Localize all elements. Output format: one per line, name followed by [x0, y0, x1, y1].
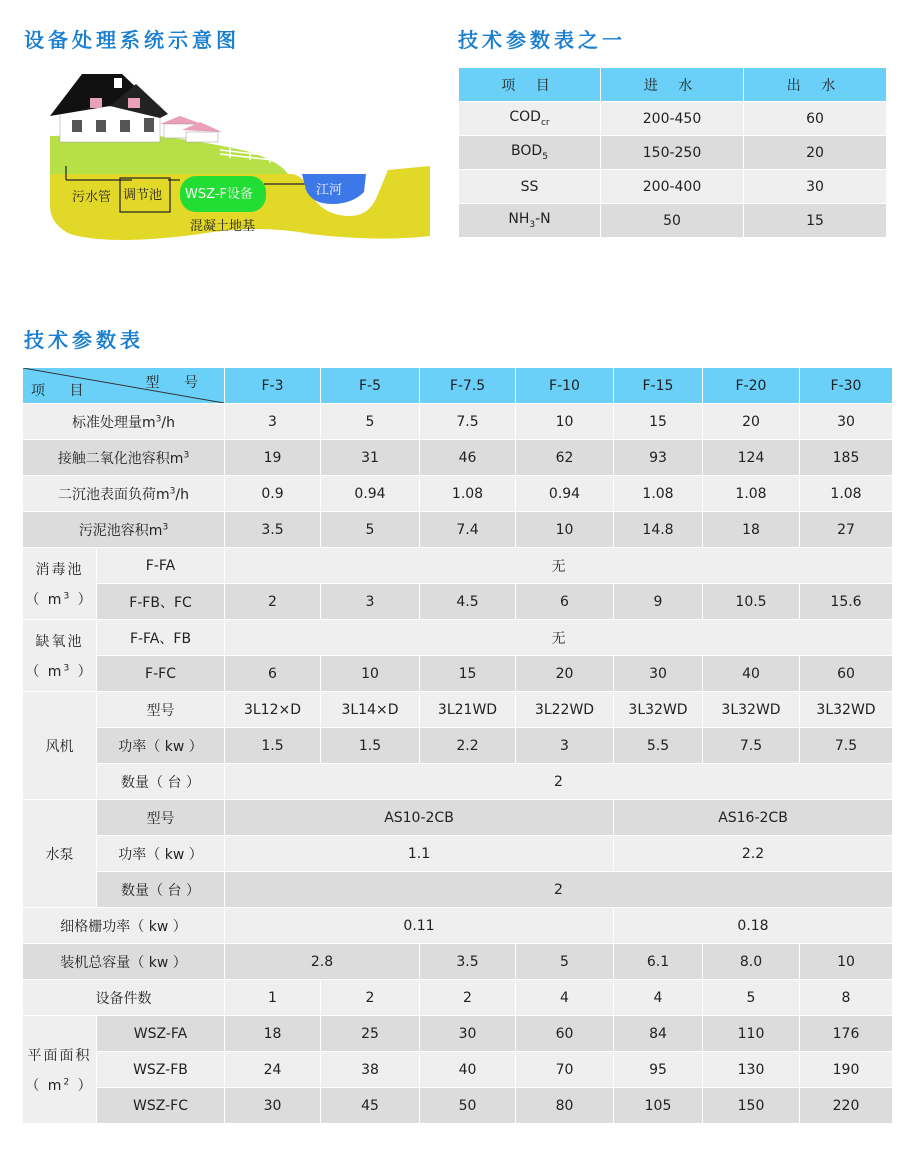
- value-cell: 15.6: [800, 584, 893, 620]
- value-cell: 3L22WD: [516, 692, 614, 728]
- value-cell: 38: [321, 1052, 420, 1088]
- value-cell: 3L32WD: [800, 692, 893, 728]
- value-cell: 46: [420, 440, 516, 476]
- model-header: F-15: [614, 368, 703, 404]
- house: [50, 74, 222, 142]
- row-screen-power: [23, 908, 893, 944]
- value-cell: 18: [225, 1016, 321, 1052]
- item-cell: SS: [459, 170, 601, 204]
- label-concrete-base: 混凝土地基: [190, 219, 256, 234]
- value-cell: 1: [225, 980, 321, 1016]
- header-row: [23, 368, 893, 404]
- row-pump-power: [23, 836, 893, 872]
- params-table-title: 技术参数表: [24, 328, 144, 352]
- value-cell: 1.08: [800, 476, 893, 512]
- value-cell: 2.8: [225, 944, 420, 980]
- value-cell: 2: [321, 980, 420, 1016]
- outflow-cell: 15: [744, 204, 887, 238]
- value-cell: 7.5: [703, 728, 800, 764]
- row-equipment-count: [23, 980, 893, 1016]
- sub-label: 型号: [97, 800, 225, 836]
- value-cell: 20: [516, 656, 614, 692]
- value-cell: 93: [614, 440, 703, 476]
- value-cell: 0.94: [321, 476, 420, 512]
- row-area-fc: [23, 1088, 893, 1124]
- table-row: [459, 204, 887, 238]
- value-cell: 2: [225, 584, 321, 620]
- value-cell: 10.5: [703, 584, 800, 620]
- value-cell: 5: [321, 404, 420, 440]
- value-cell: 1.08: [420, 476, 516, 512]
- label-river: 江河: [316, 183, 343, 198]
- row-contact-tank: [23, 440, 893, 476]
- value-cell: 7.5: [800, 728, 893, 764]
- value-cell: 30: [614, 656, 703, 692]
- params-table: [22, 367, 893, 1124]
- row-label: 设备件数: [23, 980, 225, 1016]
- value-cell: 4.5: [420, 584, 516, 620]
- value-cell: 40: [703, 656, 800, 692]
- table-row: [459, 136, 887, 170]
- header-inflow: 进 水: [601, 68, 744, 102]
- row-label: 装机总容量（ kw ）: [23, 944, 225, 980]
- row-capacity: [23, 404, 893, 440]
- value-cell: 0.9: [225, 476, 321, 512]
- value-cell: 9: [614, 584, 703, 620]
- sub-label: 功率（ kw ）: [97, 836, 225, 872]
- value-cell: 60: [516, 1016, 614, 1052]
- group-label-anoxic: 缺氧池 （ $m^3$ ）: [23, 620, 97, 692]
- value-cell: 0.18: [614, 908, 893, 944]
- value-cell: 60: [800, 656, 893, 692]
- value-cell: 220: [800, 1088, 893, 1124]
- value-cell: 5: [321, 512, 420, 548]
- model-header: F-7.5: [420, 368, 516, 404]
- value-cell: 1.08: [703, 476, 800, 512]
- value-cell: 2.2: [420, 728, 516, 764]
- value-cell: 0.11: [225, 908, 614, 944]
- group-label-disinfect: 消毒池 （ $m^3$ ）: [23, 548, 97, 620]
- value-cell: 5.5: [614, 728, 703, 764]
- value-cell: 70: [516, 1052, 614, 1088]
- params-table-1: [458, 67, 887, 238]
- value-cell: 3: [321, 584, 420, 620]
- inflow-cell: 200-450: [601, 102, 744, 136]
- value-cell: 2: [420, 980, 516, 1016]
- value-cell: 45: [321, 1088, 420, 1124]
- outflow-cell: 30: [744, 170, 887, 204]
- item-cell: $NH_3-N$: [459, 204, 601, 238]
- value-cell: 31: [321, 440, 420, 476]
- row-sludge-tank: [23, 512, 893, 548]
- row-label: 污泥池容积$m^3$: [23, 512, 225, 548]
- value-cell: 3.5: [225, 512, 321, 548]
- value-cell: 50: [420, 1088, 516, 1124]
- value-cell: 3: [225, 404, 321, 440]
- value-cell: 7.5: [420, 404, 516, 440]
- value-cell: 150: [703, 1088, 800, 1124]
- value-cell: 6: [225, 656, 321, 692]
- header-item: 项 目: [31, 383, 94, 399]
- row-label: 二沉池表面负荷$m^3/h$: [23, 476, 225, 512]
- value-cell: 1.5: [321, 728, 420, 764]
- model-header: F-20: [703, 368, 800, 404]
- row-anoxic-fa-fb: [23, 620, 893, 656]
- value-cell: 5: [516, 944, 614, 980]
- sub-label: 数量（ 台 ）: [97, 872, 225, 908]
- value-cell: 0.94: [516, 476, 614, 512]
- item-cell: $BOD_5$: [459, 136, 601, 170]
- table-row: [459, 102, 887, 136]
- value-cell: 8.0: [703, 944, 800, 980]
- row-settling-load: [23, 476, 893, 512]
- value-cell: 10: [321, 656, 420, 692]
- value-cell: 3L12×D: [225, 692, 321, 728]
- row-pump-model: [23, 800, 893, 836]
- row-pump-qty: [23, 872, 893, 908]
- value-cell: 2.2: [614, 836, 893, 872]
- model-header: F-30: [800, 368, 893, 404]
- value-cell: 6: [516, 584, 614, 620]
- value-cell: 110: [703, 1016, 800, 1052]
- inflow-cell: 150-250: [601, 136, 744, 170]
- value-cell: 6.1: [614, 944, 703, 980]
- value-cell: 无: [225, 620, 893, 656]
- model-header: F-3: [225, 368, 321, 404]
- sub-label: 功率（ kw ）: [97, 728, 225, 764]
- value-cell: 3L14×D: [321, 692, 420, 728]
- value-cell: 10: [516, 404, 614, 440]
- value-cell: 4: [516, 980, 614, 1016]
- value-cell: 7.4: [420, 512, 516, 548]
- row-label: 标准处理量$m^3/h$: [23, 404, 225, 440]
- header-outflow: 出 水: [744, 68, 887, 102]
- sub-label: 数量（ 台 ）: [97, 764, 225, 800]
- row-disinfect-fb-fc: [23, 584, 893, 620]
- value-cell: 25: [321, 1016, 420, 1052]
- value-cell: 19: [225, 440, 321, 476]
- sub-label: F-FA、FB: [97, 620, 225, 656]
- label-device: WSZ-F设备: [185, 187, 253, 202]
- value-cell: 124: [703, 440, 800, 476]
- value-cell: 130: [703, 1052, 800, 1088]
- value-cell: 3L32WD: [614, 692, 703, 728]
- value-cell: 84: [614, 1016, 703, 1052]
- value-cell: 8: [800, 980, 893, 1016]
- value-cell: 1.1: [225, 836, 614, 872]
- value-cell: 4: [614, 980, 703, 1016]
- row-area-fa: [23, 1016, 893, 1052]
- value-cell: 105: [614, 1088, 703, 1124]
- row-blower-power: [23, 728, 893, 764]
- value-cell: 3L21WD: [420, 692, 516, 728]
- model-header: F-10: [516, 368, 614, 404]
- value-cell: 3: [516, 728, 614, 764]
- sub-label: F-FB、FC: [97, 584, 225, 620]
- row-installed-capacity: [23, 944, 893, 980]
- row-blower-qty: [23, 764, 893, 800]
- value-cell: 10: [516, 512, 614, 548]
- treatment-system-diagram: [50, 66, 430, 252]
- value-cell: 2: [225, 872, 893, 908]
- group-label-pump: 水泵: [23, 800, 97, 908]
- outflow-cell: 60: [744, 102, 887, 136]
- value-cell: 176: [800, 1016, 893, 1052]
- value-cell: 无: [225, 548, 893, 584]
- value-cell: 3L32WD: [703, 692, 800, 728]
- sub-label: WSZ-FA: [97, 1016, 225, 1052]
- value-cell: 30: [420, 1016, 516, 1052]
- inflow-cell: 50: [601, 204, 744, 238]
- value-cell: 40: [420, 1052, 516, 1088]
- value-cell: 15: [614, 404, 703, 440]
- value-cell: AS16-2CB: [614, 800, 893, 836]
- outflow-cell: 20: [744, 136, 887, 170]
- table-row: [459, 170, 887, 204]
- value-cell: 10: [800, 944, 893, 980]
- value-cell: 95: [614, 1052, 703, 1088]
- value-cell: 18: [703, 512, 800, 548]
- sub-label: F-FC: [97, 656, 225, 692]
- inflow-cell: 200-400: [601, 170, 744, 204]
- value-cell: 15: [420, 656, 516, 692]
- label-adjust-tank: 调节池: [123, 188, 163, 203]
- label-pipe: 污水管: [72, 190, 112, 205]
- value-cell: 27: [800, 512, 893, 548]
- value-cell: 5: [703, 980, 800, 1016]
- value-cell: 185: [800, 440, 893, 476]
- group-label-blower: 风机: [23, 692, 97, 800]
- value-cell: 62: [516, 440, 614, 476]
- value-cell: AS10-2CB: [225, 800, 614, 836]
- diagram-title: 设备处理系统示意图: [24, 28, 240, 52]
- value-cell: 3.5: [420, 944, 516, 980]
- value-cell: 20: [703, 404, 800, 440]
- value-cell: 1.08: [614, 476, 703, 512]
- item-cell: $COD_{cr}$: [459, 102, 601, 136]
- row-blower-model: [23, 692, 893, 728]
- sub-label: F-FA: [97, 548, 225, 584]
- value-cell: 14.8: [614, 512, 703, 548]
- value-cell: 80: [516, 1088, 614, 1124]
- row-label: 细格栅功率（ kw ）: [23, 908, 225, 944]
- model-header: F-5: [321, 368, 420, 404]
- sub-label: WSZ-FC: [97, 1088, 225, 1124]
- row-anoxic-fc: [23, 656, 893, 692]
- group-label-area: 平面面积 （ $m^2$ ）: [23, 1016, 97, 1124]
- row-label: 接触二氧化池容积$m^3$: [23, 440, 225, 476]
- header-item: 项 目: [459, 68, 601, 102]
- value-cell: 30: [225, 1088, 321, 1124]
- row-disinfect-fa: [23, 548, 893, 584]
- value-cell: 190: [800, 1052, 893, 1088]
- value-cell: 30: [800, 404, 893, 440]
- sub-label: 型号: [97, 692, 225, 728]
- header-corner: [23, 368, 225, 404]
- value-cell: 2: [225, 764, 893, 800]
- value-cell: 1.5: [225, 728, 321, 764]
- row-area-fb: [23, 1052, 893, 1088]
- params-table-1-title: 技术参数表之一: [458, 28, 626, 52]
- header-model: 型 号: [145, 375, 208, 391]
- sub-label: WSZ-FB: [97, 1052, 225, 1088]
- value-cell: 24: [225, 1052, 321, 1088]
